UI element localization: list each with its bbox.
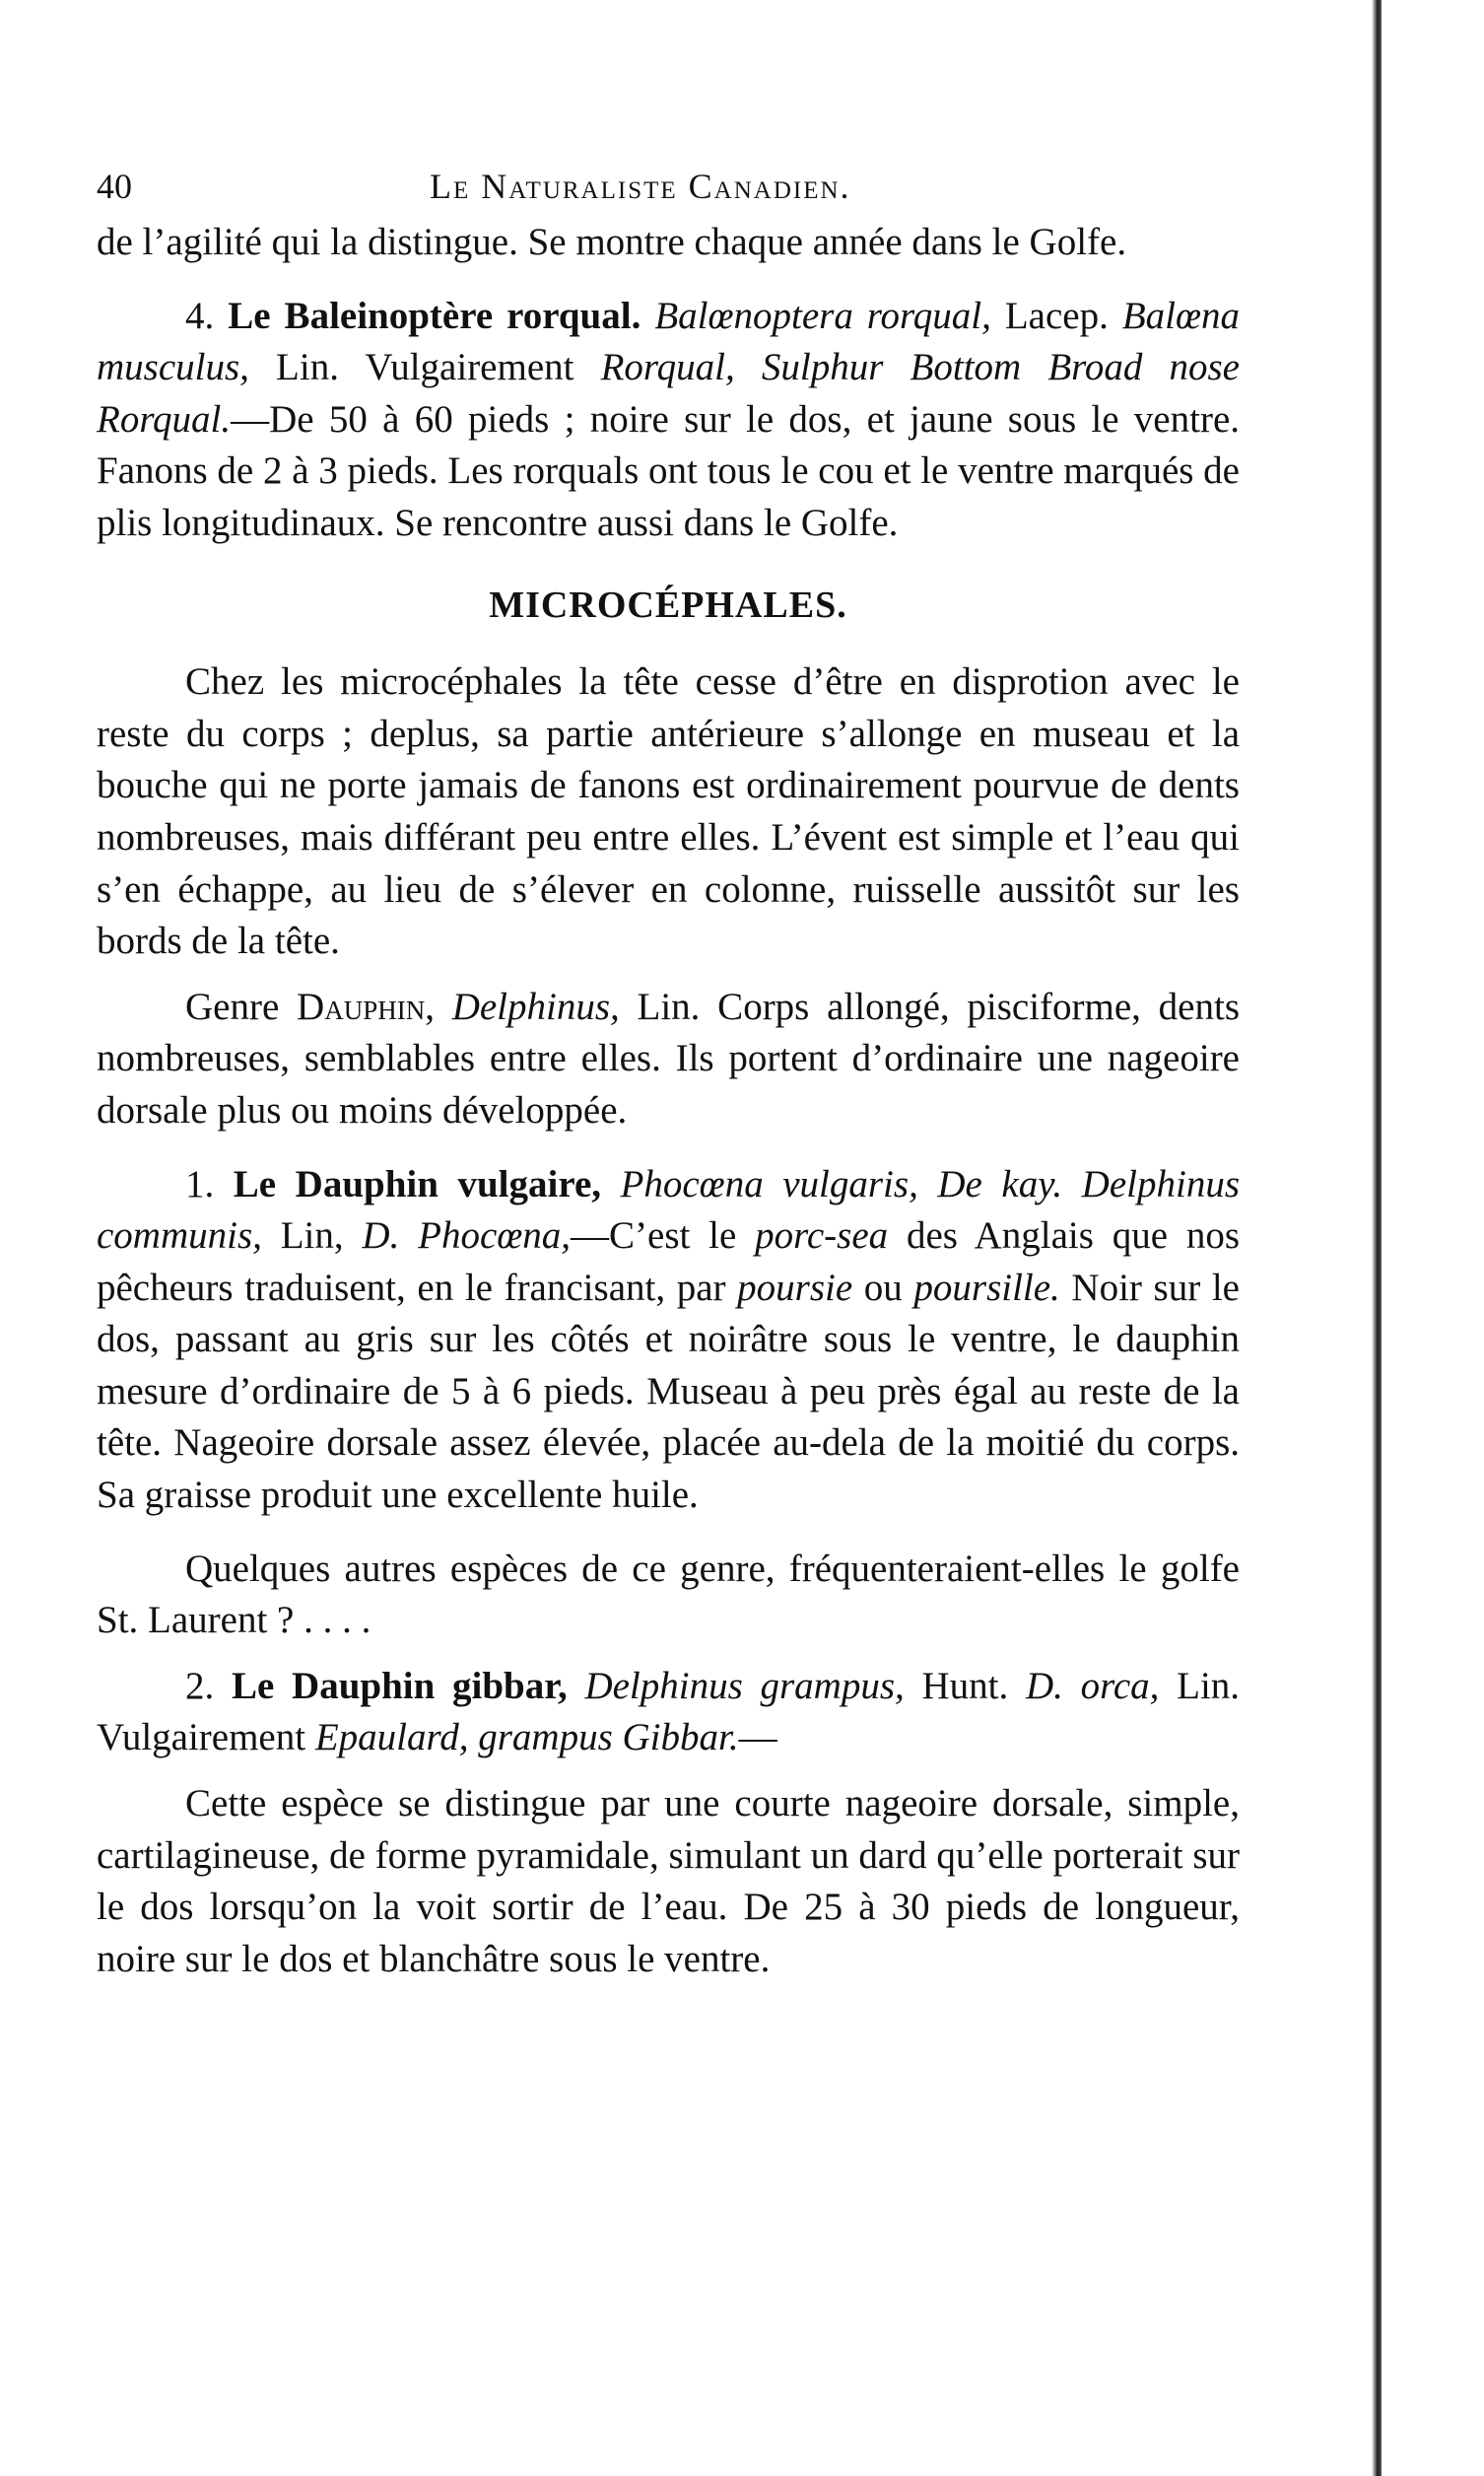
text-run: Lin. Vulgairement	[248, 346, 601, 389]
paragraph-agility	[97, 217, 1240, 269]
entry-number: 2.	[185, 1664, 215, 1707]
entry-number: 1.	[185, 1162, 215, 1205]
vernacular-names: Epaulard, grampus Gibbar.	[314, 1716, 739, 1759]
text-run: Lin. Corps allongé, pisciforme, dents nombreuses, semblables entre elles. Ils portent d’ordinaire une nageoire dorsale plus ou moins développée.	[97, 985, 1240, 1132]
entry-baleinoptere-rorqual	[97, 291, 1240, 550]
section-heading: MICROCÉPHALES.	[489, 584, 847, 626]
text-run: Lin. Vulgairement	[97, 1664, 1241, 1759]
text-run: Noir sur le dos, passant au gris sur les côtés et noirâtre sous le ventre, le dauphin mesure d’ordinaire de 5 à 6 pieds. Museau à peu près égal au reste de la tête. Nageoire dorsale assez élevée, placée au-dela de la moitié du corps. Sa graisse produit une excellente huile.	[97, 1266, 1240, 1517]
page-binding-edge	[1372, 0, 1382, 2476]
page-header	[97, 158, 1240, 217]
scientific-name: D. orca,	[1025, 1664, 1160, 1707]
paragraph-quelques-especes	[97, 1544, 1240, 1647]
text-run: —C’est le	[571, 1214, 756, 1258]
scientific-name: Delphinus,	[451, 985, 620, 1028]
scientific-name: Delphinus grampus,	[584, 1664, 905, 1707]
text-run: ou	[852, 1266, 914, 1309]
entry-number: 4.	[185, 294, 215, 337]
scientific-name: Delphinus communis,	[97, 1162, 1240, 1258]
paragraph-microcephales	[97, 656, 1240, 968]
vernacular-name: porc-sea	[755, 1214, 889, 1258]
running-title: Le Naturaliste Canadien.	[430, 167, 851, 206]
paragraph-cette-espece	[97, 1778, 1240, 1985]
paragraph-text: Cette espèce se distingue par une courte nageoire dorsale, simple, cartilagineuse, de forme pyramidale, simulant un dard qu’elle porterait sur le dos lorsqu’on la voit sortir de l’eau. De 25 à 30 pieds de longueur, noire sur le dos et blanchâtre sous le ventre.	[97, 1782, 1240, 1980]
page-number: 40	[97, 167, 132, 206]
vernacular-name: poursille.	[913, 1266, 1060, 1309]
species-name: Le Baleinoptère rorqual.	[228, 294, 641, 337]
text-run: Lin,	[261, 1214, 363, 1258]
species-name: Le Dauphin vulgaire,	[233, 1162, 601, 1205]
species-name: Le Dauphin gibbar,	[231, 1664, 568, 1707]
vernacular-name: poursie	[737, 1266, 853, 1309]
text-run: Genre	[185, 985, 298, 1028]
entry-dauphin-vulgaire	[97, 1159, 1240, 1522]
page-body	[97, 217, 1240, 1985]
text-run: des Anglais que nos pêcheurs traduisent, en le francisant, par	[97, 1214, 1240, 1309]
text-run: Hunt.	[904, 1664, 1026, 1707]
scientific-name: Phocœna vulgaris, De kay.	[620, 1162, 1063, 1205]
paragraph-text: Quelques autres espèces de ce genre, fréquenteraient-elles le golfe St. Laurent ? . . . .	[97, 1547, 1240, 1642]
text-run: Lacep.	[990, 294, 1122, 337]
paragraph-genre-dauphin	[97, 982, 1240, 1137]
paragraph-text: Chez les microcéphales la tête cesse d’être en disprotion avec le reste du corps ; deplus, sa partie antérieure s’allonge en museau et la bouche qui ne porte jamais de fanons est ordinairement pourvue de dents nombreuses, mais différant peu entre elles. L’évent est simple et l’eau qui s’en échappe, au lieu de s’élever en colonne, ruisselle aussitôt sur les bords de la tête.	[97, 660, 1240, 963]
vernacular-names: Rorqual, Sulphur Bottom Broad nose Rorqual.	[97, 346, 1240, 441]
scientific-name: Balœnoptera rorqual,	[654, 294, 991, 337]
genus-name: Dauphin,	[297, 985, 435, 1028]
entry-dauphin-gibbar	[97, 1661, 1240, 1764]
text-run: —De 50 à 60 pieds ; noire sur le dos, et jaune sous le ventre. Fanons de 2 à 3 pieds. Les rorquals ont tous le cou et le ventre marqués de plis longitudinaux. Se rencontre aussi dans le Golfe.	[97, 397, 1240, 544]
scientific-name: Balœna musculus,	[97, 294, 1241, 389]
scientific-name: D. Phocœna,	[362, 1214, 572, 1258]
text-run: —	[738, 1716, 777, 1759]
paragraph-text: de l’agilité qui la distingue. Se montre chaque année dans le Golfe.	[97, 221, 1127, 263]
book-page	[97, 158, 1240, 1985]
